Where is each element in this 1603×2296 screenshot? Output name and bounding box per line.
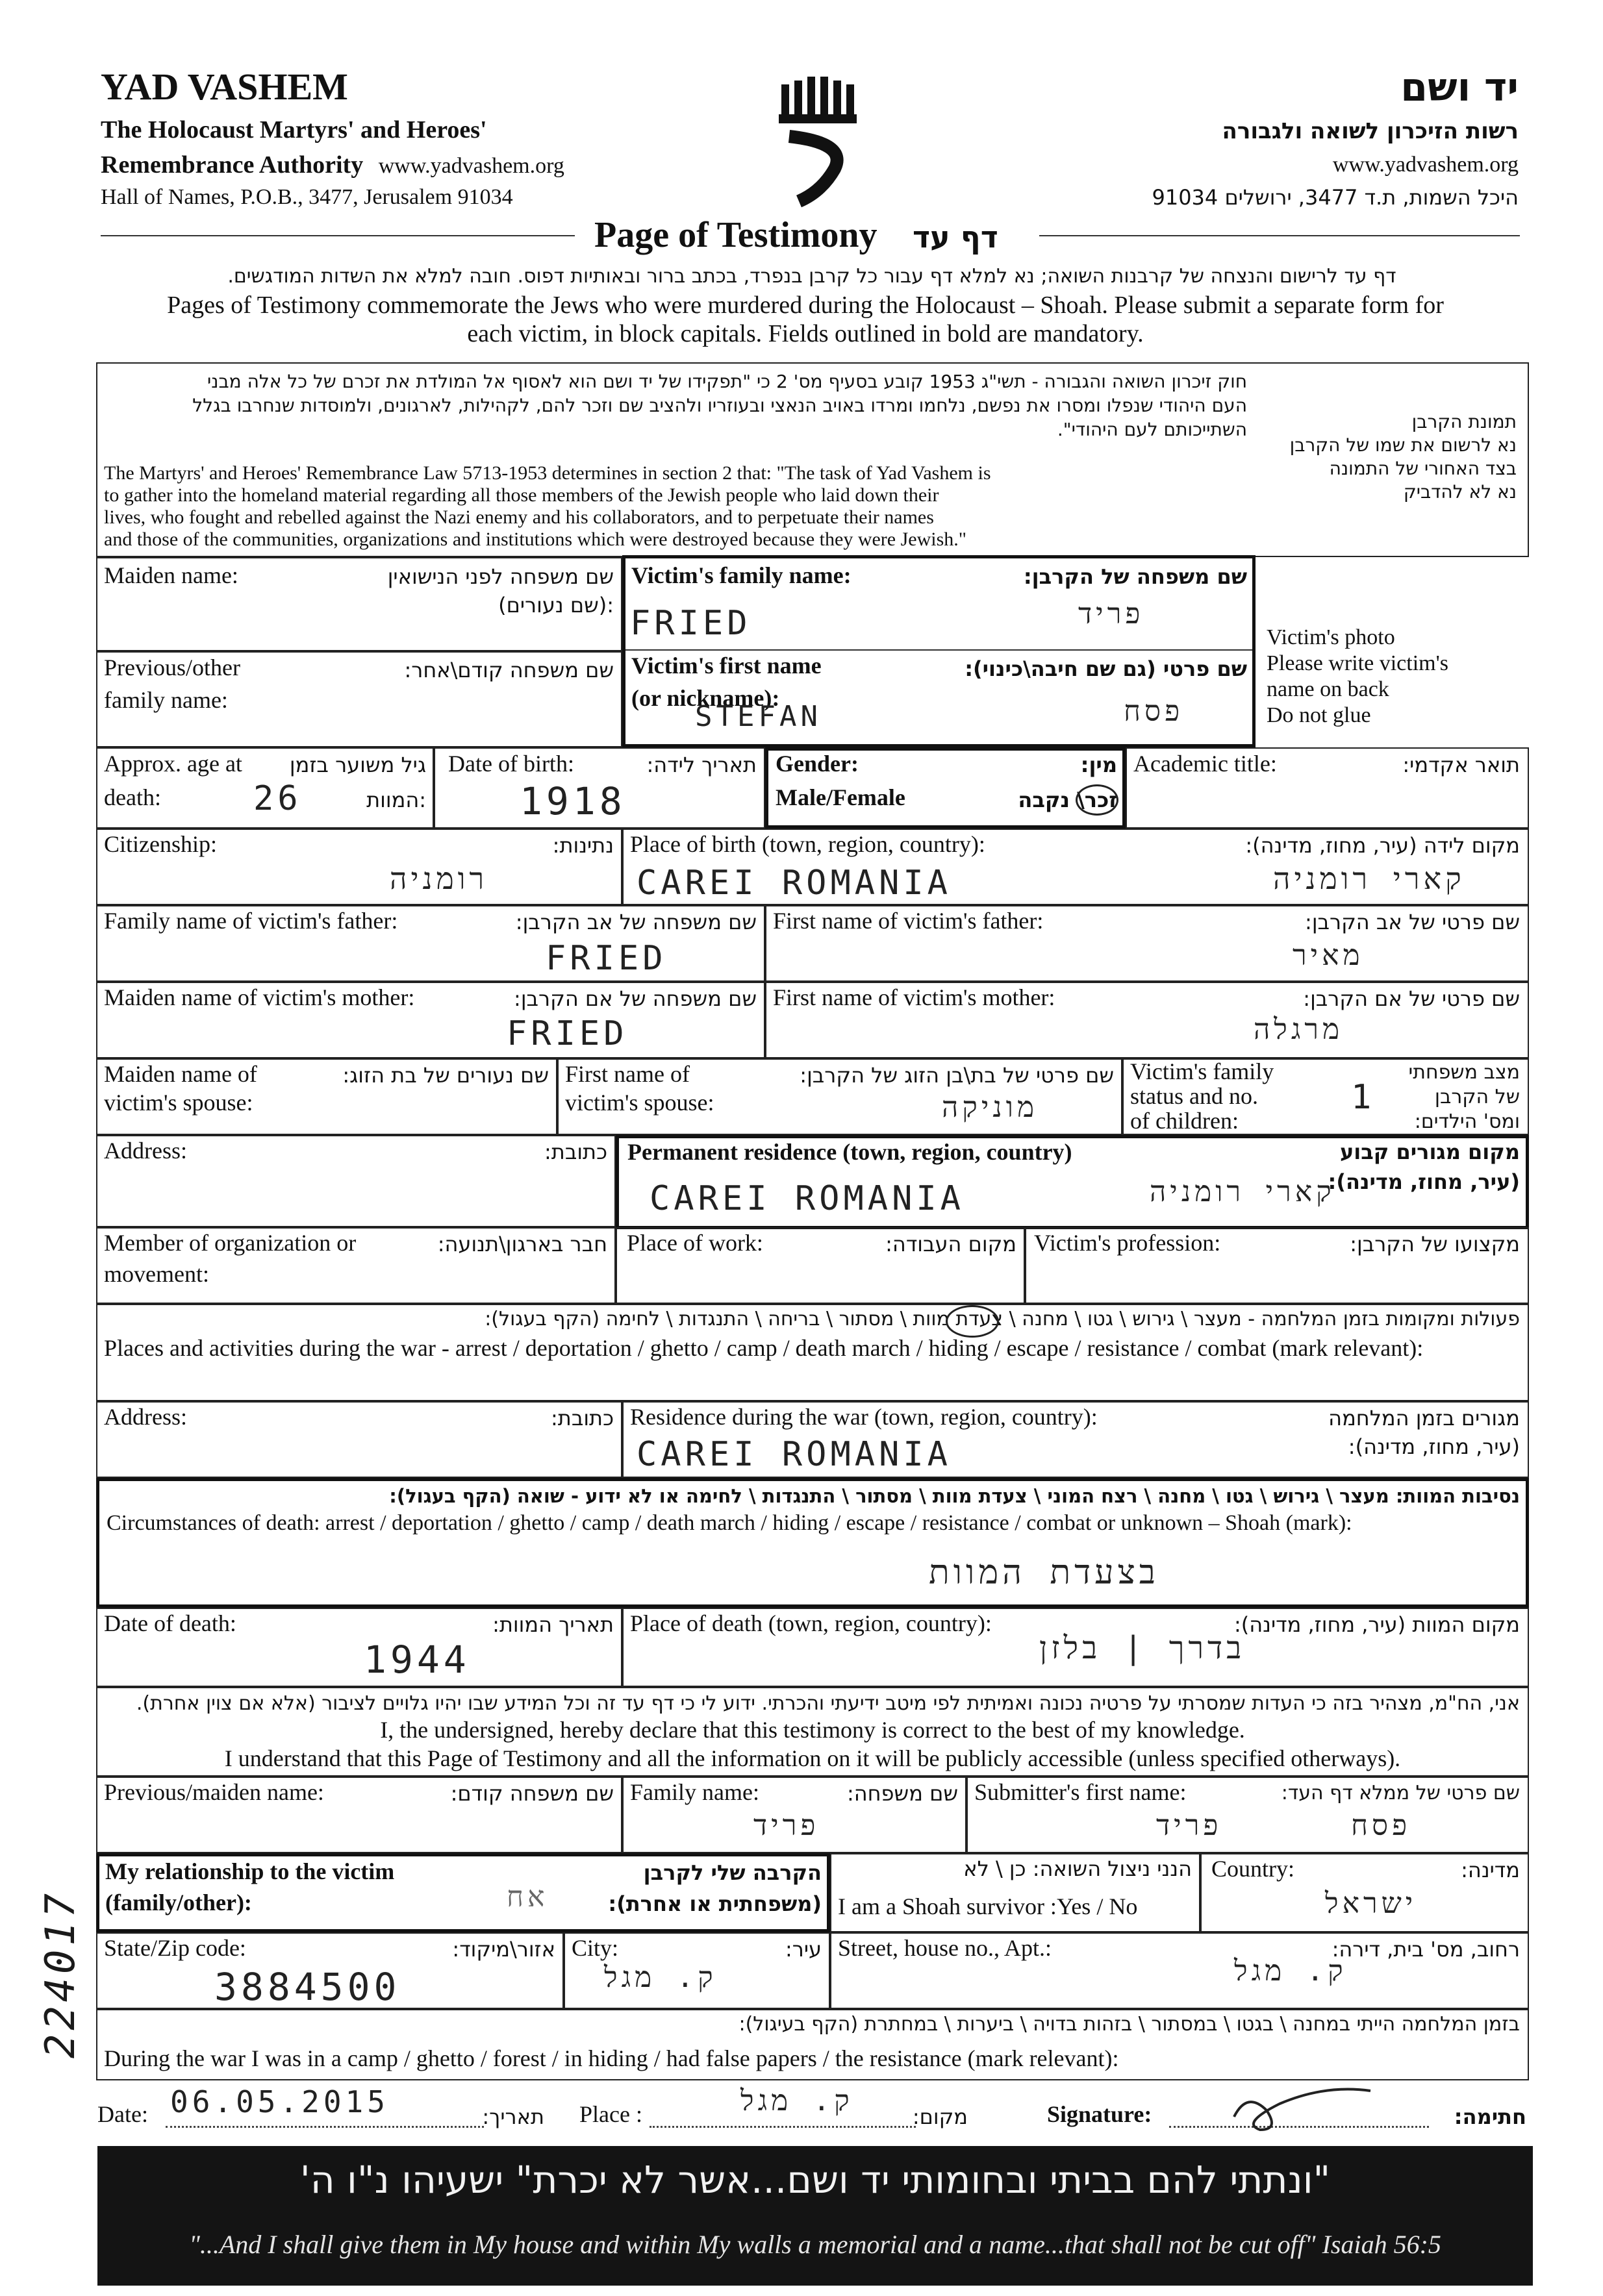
photo-en-2: Please write victim's	[1267, 651, 1448, 675]
mother-maiden-value[interactable]: FRIED	[507, 1014, 628, 1053]
war-residence-label: Residence during the war (town, region, country):	[630, 1404, 1098, 1430]
perm-res-value[interactable]: CAREI ROMANIA	[650, 1179, 965, 1218]
perm-res-label-he-2: (עיר, מחוז, מדינה):	[1328, 1169, 1520, 1194]
org-en-line2: Remembrance Authority	[101, 151, 364, 179]
war-address-label: Address:	[104, 1404, 187, 1430]
date-label-he: תאריך:	[482, 2104, 544, 2129]
father-first-value[interactable]: מאיר	[1293, 939, 1364, 972]
citizenship-label-he: נתינות:	[552, 833, 614, 858]
yad-vashem-logo-icon	[770, 71, 867, 208]
citizenship-label: Citizenship:	[104, 831, 217, 857]
org-en-title: YAD VASHEM	[101, 66, 348, 108]
profession-label: Victim's profession:	[1034, 1230, 1221, 1256]
academic-label-he: תואר אקדמי:	[1402, 753, 1520, 777]
submitter-prev-name-label-he: שם משפחה קודם:	[450, 1781, 614, 1806]
country-value[interactable]: ישראל	[1325, 1887, 1417, 1920]
form-title-he: דף עד	[913, 219, 998, 255]
age-value[interactable]: 26	[253, 779, 302, 818]
photo-en-1: Victim's photo	[1267, 625, 1395, 649]
city-label: City:	[572, 1935, 619, 1961]
law-he-3: השתייכותם לעם היהודי".	[1057, 419, 1247, 440]
during-war-label: During the war I was in a camp / ghetto / forest / in hiding / had false papers / the resistance (mark relevant):	[104, 2045, 1119, 2071]
relationship-label-1: My relationship to the victim	[105, 1858, 395, 1884]
death-place-label-he: מקום המוות (עיר, מחוז, מדינה):	[1233, 1612, 1520, 1637]
family-status-value[interactable]: 1	[1351, 1078, 1376, 1117]
intro-en-2: each victim, in block capitals. Fields outlined in bold are mandatory.	[467, 320, 1144, 347]
death-place-value[interactable]: בדרך | בלזן	[1039, 1630, 1246, 1666]
circumstances-value[interactable]: בצעדת המוות	[929, 1553, 1159, 1592]
law-he-2: העם היהודי שנפלו ומסרו את נפשם, נלחמו ומרדו באויב הנאצי ובעוזריו ולהציב שם וזכר להם, לקהילות, לארגונים, ולמוסדות שנחרבו בגלל	[192, 395, 1247, 416]
dob-label-he: תאריך לידה:	[646, 753, 757, 777]
gender-label-2: Male/Female	[776, 784, 905, 810]
perm-res-value-he[interactable]: קארי רומניה	[1150, 1175, 1335, 1208]
declaration-en-2: I understand that this Page of Testimony and all the information on it will be publicly accessible (unless specified otherways).	[224, 1745, 1401, 1771]
circumstances-label: Circumstances of death: arrest / deportation / ghetto / camp / death march / hiding / escape / resistance / combat or unknown – Shoah (mark):	[107, 1511, 1352, 1535]
academic-label: Academic title:	[1133, 751, 1277, 777]
signature-scribble-icon	[1221, 2078, 1390, 2136]
spouse-first-label-1: First name of	[565, 1061, 690, 1087]
previous-name-label-2: family name:	[104, 687, 228, 713]
signature-label: Signature:	[1047, 2101, 1152, 2127]
country-label: Country:	[1211, 1856, 1295, 1882]
photo-en-4: Do not glue	[1267, 703, 1371, 727]
spouse-maiden-label-he: שם נעורים של בת הזוג:	[342, 1063, 549, 1088]
age-label-1: Approx. age at	[104, 751, 242, 777]
city-value[interactable]: ק. מגל	[604, 1961, 717, 1994]
law-en-3: lives, who fought and rebelled against the Nazi enemy and his collaborators, and to perpetuate their names	[104, 506, 934, 528]
relationship-label-2: (family/other):	[105, 1890, 252, 1915]
first-name-value-he[interactable]: פסח	[1124, 695, 1184, 728]
submitter-family-value[interactable]: פריד	[753, 1809, 820, 1842]
first-name-label-1: Victim's first name	[631, 653, 822, 679]
perm-res-label-he-1: מקום מגורים קבוע	[1339, 1140, 1520, 1164]
age-label-2: death:	[104, 784, 161, 810]
org-he-line3: היכל השמות, ת.ד 3477, ירושלים 91034	[1152, 185, 1519, 210]
circumstances-label-he: נסיבות המוות: מעצר \ גירוש \ גטו \ מחנה \ רצח המוני \ צעדת מוות \ מסתור \ התנגדות \ לחימה או לא ידוע - שואה (הקף בעגול):	[389, 1485, 1520, 1507]
zip-label: State/Zip code:	[104, 1935, 246, 1961]
address-label: Address:	[104, 1138, 187, 1164]
photo-en-3: name on back	[1267, 677, 1389, 701]
spouse-first-value[interactable]: מוניקה	[942, 1091, 1039, 1124]
side-number: 224017	[36, 1890, 84, 2058]
spouse-maiden-label-1: Maiden name of	[104, 1061, 257, 1087]
family-status-label-he-1: מצב משפחתי	[1408, 1061, 1520, 1084]
declaration-en-1: I, the undersigned, hereby declare that this testimony is correct to the best of my knowledge.	[380, 1717, 1245, 1743]
org-he-line1: רשות הזיכרון לשואה ולגבורה	[1222, 118, 1519, 144]
street-label-he: רחוב, מס' בית, דירה:	[1332, 1937, 1520, 1962]
form-title-en: Page of Testimony	[594, 215, 877, 255]
first-name-label-he: שם פרטי (גם שם חיבה\כינוי):	[965, 656, 1247, 681]
survivor-label-he: הנני ניצול השואה: כן \ לא	[963, 1856, 1192, 1881]
birthplace-label-he: מקום לידה (עיר, מחוז, מדינה):	[1245, 833, 1520, 858]
war-residence-label-he-1: מגורים בזמן המלחמה	[1328, 1406, 1520, 1430]
header-divider-right	[1039, 235, 1520, 236]
law-en-1: The Martyrs' and Heroes' Remembrance Law 5713-1953 determines in section 2 that: "The task of Yad Vashem is	[104, 462, 991, 484]
member-org-label-he: חבר בארגון\תנועה:	[437, 1232, 607, 1256]
photo-he-1: תמונת הקרבן	[1411, 411, 1517, 432]
gender-male-circle-icon	[1076, 784, 1118, 816]
previous-name-label-1: Previous/other	[104, 655, 240, 680]
footer-quote-en: "...And I shall give them in My house and within My walls a memorial and a name...that shall not be cut off" Isaiah 56:5	[189, 2230, 1441, 2259]
family-name-value-he[interactable]: פריד	[1078, 597, 1144, 630]
age-label-he-2: :המוות	[366, 788, 426, 812]
father-first-label-he: שם פרטי של אב הקרבן:	[1305, 910, 1520, 934]
camp-mark-circle-icon	[946, 1305, 999, 1338]
relationship-label-he-2: (משפחתית או אחרת):	[608, 1891, 822, 1916]
intro-he: דף עד לרישום והנצחה של קרבנות השואה; נא למלא דף עבור כל קרבן בנפרד, בכתב ברור ובאותיות דפוס. חובה למלא את השדות המודגשים.	[227, 265, 1396, 288]
relationship-value[interactable]: אח	[507, 1880, 549, 1914]
declaration-he: אני, הח"מ, מצהיר בזה כי העדות שמסרתי על פרטיה נכונה ואמיתית לפי מיטב ידיעתי והכרתי. ידוע לי כי דף עד זה וכל המידע שבו יהיו גלויים לציבור (אלא אם צוין אחרת).	[136, 1692, 1520, 1715]
spouse-first-label-2: victim's spouse:	[565, 1090, 714, 1116]
family-status-label-1: Victim's family	[1130, 1058, 1274, 1084]
org-en-line1: The Holocaust Martyrs' and Heroes'	[101, 116, 487, 144]
war-residence-label-he-2: (עיר, מחוז, מדינה):	[1348, 1434, 1520, 1459]
family-status-label-he-2: של הקרבן	[1434, 1086, 1520, 1108]
father-family-label: Family name of victim's father:	[104, 908, 398, 934]
law-en-2: to gather into the homeland material regarding all those members of the Jewish people who laid down their	[104, 484, 939, 506]
citizenship-value[interactable]: רומניה	[390, 861, 488, 896]
intro-en-1: Pages of Testimony commemorate the Jews who were murdered during the Holocaust – Shoah. Please submit a separate form for	[167, 292, 1444, 319]
death-date-label-he: תאריך המוות:	[492, 1612, 614, 1637]
dob-value[interactable]: 1918	[520, 779, 626, 823]
spouse-maiden-label-2: victim's spouse:	[104, 1090, 253, 1116]
member-org-label-2: movement:	[104, 1261, 209, 1287]
perm-res-label: Permanent residence (town, region, country)	[627, 1139, 1072, 1165]
maiden-name-label: Maiden name:	[104, 562, 238, 588]
zip-label-he: אזור\מיקוד:	[452, 1937, 555, 1962]
family-status-label-2: status and no.	[1130, 1083, 1258, 1109]
org-en-line3: Hall of Names, P.O.B., 3477, Jerusalem 91034	[101, 185, 513, 209]
date-line	[166, 2126, 484, 2128]
law-en-4: and those of the communities, organizations and institutions which were destroyed because they were Jewish."	[104, 529, 967, 550]
photo-he-4: נא לא להדביק	[1403, 481, 1517, 503]
photo-he-2: נא לרשום את שמו של הקרבן	[1289, 434, 1517, 456]
dob-label: Date of birth:	[448, 751, 574, 777]
birthplace-value[interactable]: CAREI ROMANIA	[637, 864, 952, 903]
place-line	[650, 2126, 916, 2128]
zip-value[interactable]: 3884500	[214, 1965, 401, 2009]
father-family-label-he: שם משפחה של אב הקרבן:	[515, 910, 757, 934]
submitter-family-label: Family name:	[630, 1779, 759, 1805]
father-family-value[interactable]: FRIED	[546, 939, 667, 978]
submitter-prev-name-label: Previous/maiden name:	[104, 1779, 324, 1805]
birthplace-label: Place of birth (town, region, country):	[630, 831, 985, 857]
org-en-web: www.yadvashem.org	[378, 154, 564, 178]
spouse-first-label-he: שם פרטי של בת\בן הזוג של הקרבן:	[800, 1063, 1114, 1088]
gender-label-he-2: זכר\ נקבה	[1018, 788, 1117, 812]
submitter-first-label: Submitter's first name:	[974, 1779, 1187, 1805]
footer-banner	[97, 2146, 1533, 2286]
war-address-label-he: כתובת:	[551, 1406, 614, 1430]
places-label: Places and activities during the war - arrest / deportation / ghetto / camp / death march / hiding / escape / resistance / combat (mark relevant):	[104, 1335, 1424, 1361]
place-label: Place :	[579, 2101, 642, 2127]
side-number-container	[25, 1870, 103, 2065]
workplace-label: Place of work:	[627, 1230, 763, 1256]
survivor-label: I am a Shoah survivor :Yes / No	[838, 1893, 1138, 1919]
place-label-he: מקום:	[912, 2104, 968, 2129]
workplace-label-he: מקום העבודה:	[885, 1232, 1016, 1256]
mother-maiden-label: Maiden name of victim's mother:	[104, 984, 415, 1010]
previous-name-label-he: שם משפחה קודם\אחר:	[404, 658, 614, 682]
place-value[interactable]: ק. מגל	[740, 2084, 853, 2117]
maiden-name-label-he2: :(שם נעורים)	[498, 593, 614, 618]
family-status-label-3: of children:	[1130, 1108, 1239, 1134]
city-label-he: עיר:	[785, 1937, 822, 1962]
family-status-label-he-3: ומס' הילדים:	[1414, 1110, 1520, 1133]
first-name-value[interactable]: STEFAN	[695, 700, 822, 733]
age-label-he-1: גיל משוער בזמן	[289, 753, 426, 777]
country-label-he: מדינה:	[1461, 1858, 1520, 1882]
date-label: Date:	[97, 2101, 148, 2127]
org-he-web: www.yadvashem.org	[1332, 153, 1519, 177]
death-place-label: Place of death (town, region, country):	[630, 1610, 992, 1636]
relationship-label-he-1: הקרבה שלי לקרבן	[643, 1860, 822, 1885]
footer-quote-he: "ונתתי להם בביתי ובחומותי יד ושם...אשר לא יכרת" ישעיהו נ"ו ה'	[299, 2158, 1331, 2202]
maiden-name-label-he: שם משפחה לפני הנישואין	[387, 564, 614, 589]
street-label: Street, house no., Apt.:	[838, 1935, 1052, 1961]
street-value[interactable]: ק. מגל	[1234, 1954, 1347, 1988]
law-he-1: חוק זיכרון השואה והגבורה - תשי"ג 1953 קובע בסעיף מס' 2 כי "תפקידו של יד ושם הוא לאסוף אל המולדת את זכרם של כל אלה מבני	[207, 371, 1247, 392]
submitter-first-value-2[interactable]: פריד	[1156, 1809, 1222, 1842]
header-divider-left	[101, 235, 575, 236]
org-he-title: יד ושם	[1400, 65, 1519, 110]
death-date-label: Date of death:	[104, 1610, 236, 1636]
war-residence-value[interactable]: CAREI ROMANIA	[637, 1435, 952, 1474]
birthplace-value-he[interactable]: קארי רומניה	[1273, 861, 1465, 896]
during-war-label-he: בזמן המלחמה הייתי במחנה \ בגטו \ במסתור \ בזהות בדויה \ ביערות \ במחתרת (הקף בעיגול):	[738, 2013, 1520, 2036]
member-org-label-1: Member of organization or	[104, 1230, 357, 1256]
mother-first-value[interactable]: מרגלה	[1254, 1013, 1344, 1046]
mother-first-label-he: שם פרטי של אם הקרבן:	[1303, 986, 1520, 1011]
death-date-value[interactable]: 1944	[364, 1638, 470, 1682]
mother-first-label: First name of victim's mother:	[773, 984, 1055, 1010]
submitter-family-label-he: שם משפחה:	[846, 1781, 958, 1806]
profession-label-he: מקצועו של הקרבן:	[1350, 1232, 1520, 1256]
family-name-label: Victim's family name:	[631, 562, 852, 588]
date-value[interactable]: 06.05.2015	[170, 2084, 389, 2119]
family-name-label-he: שם משפחה של הקרבן:	[1023, 564, 1247, 589]
submitter-first-value[interactable]: פסח	[1351, 1809, 1411, 1842]
org-en-line2-row	[101, 151, 564, 179]
name-box-divider	[625, 649, 1252, 651]
places-label-he: פעולות ומקומות בזמן המלחמה - מעצר \ גירוש \ גטו \ מחנה \ צעדת מוות \ מסתור \ בריחה \ התנגדות \ לחימה (הקף בעגול):	[485, 1308, 1520, 1330]
family-name-value[interactable]: FRIED	[630, 604, 751, 643]
address-label-he: כתובת:	[544, 1140, 607, 1164]
photo-he-3: בצד האחורי של התמונה	[1329, 458, 1517, 479]
father-first-label: First name of victim's father:	[773, 908, 1044, 934]
first-name-label-2: (or nickname):	[631, 685, 780, 711]
signature-label-he: חתימה:	[1454, 2104, 1526, 2129]
mother-maiden-label-he: שם משפחה של אם הקרבן:	[514, 986, 757, 1011]
gender-label-he-1: מין:	[1080, 753, 1117, 777]
submitter-first-label-he: שם פרטי של ממלא דף העד:	[1281, 1782, 1520, 1804]
gender-label-1: Gender:	[776, 751, 859, 777]
